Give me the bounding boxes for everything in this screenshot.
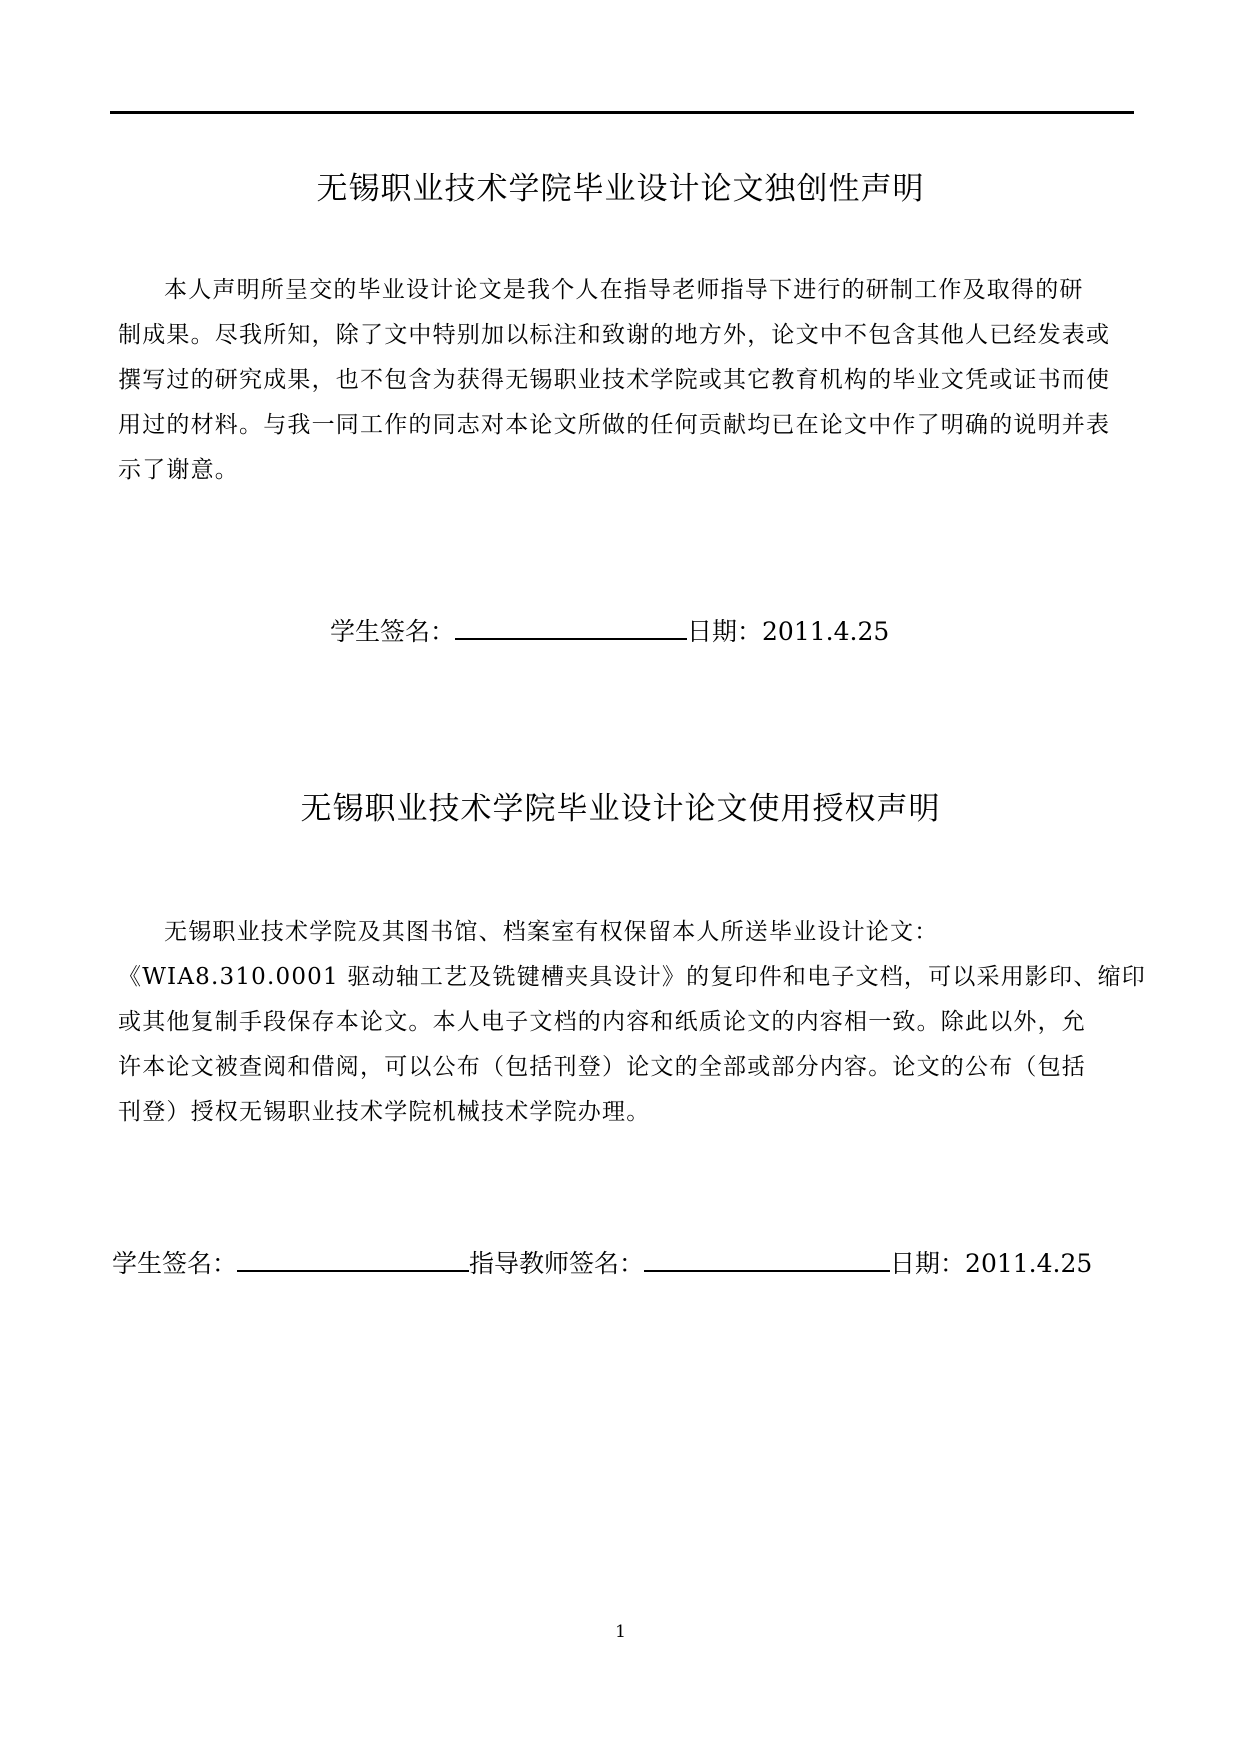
student-sign-label: 学生签名： — [330, 617, 456, 646]
body-line: 撰写过的研究成果，也不包含为获得无锡职业技术学院或其它教育机构的毕业文凭或证书而使 — [118, 367, 1111, 393]
student-sign-label: 学生签名： — [112, 1249, 238, 1278]
date-label: 日期： — [687, 617, 763, 646]
originality-statement-body — [118, 268, 1138, 493]
body-line: 许本论文被查阅和借阅，可以公布（包括刊登）论文的全部或部分内容。论文的公布（包括 — [118, 1054, 1086, 1080]
authorization-statement-title: 无锡职业技术学院毕业设计论文使用授权声明 — [300, 791, 941, 827]
student-signature-blank — [237, 1246, 469, 1272]
header-rule — [110, 111, 1134, 114]
teacher-sign-label: 指导教师签名： — [469, 1249, 645, 1278]
date-value: 2011.4.25 — [762, 617, 890, 646]
body-line: 刊登）授权无锡职业技术学院机械技术学院办理。 — [118, 1099, 651, 1125]
body-line: 《WIA8.310.0001 驱动轴工艺及铣键槽夹具设计》的复印件和电子文档，可以采用影印、缩印 — [118, 964, 1146, 990]
page-number: 1 — [615, 1622, 626, 1642]
originality-statement-title: 无锡职业技术学院毕业设计论文独创性声明 — [316, 171, 925, 207]
date-label: 日期： — [890, 1249, 966, 1278]
body-line: 示了谢意。 — [118, 457, 239, 483]
teacher-signature-blank — [644, 1246, 890, 1272]
originality-signature-row — [330, 612, 889, 648]
body-line: 或其他复制手段保存本论文。本人电子文档的内容和纸质论文的内容相一致。除此以外，允 — [118, 1009, 1086, 1035]
body-line: 无锡职业技术学院及其图书馆、档案室有权保留本人所送毕业设计论文： — [164, 919, 939, 945]
body-line: 本人声明所呈交的毕业设计论文是我个人在指导老师指导下进行的研制工作及取得的研 — [164, 277, 1084, 303]
authorization-signature-row — [112, 1244, 1092, 1280]
authorization-statement-body — [118, 910, 1146, 1135]
date-value: 2011.4.25 — [965, 1249, 1093, 1278]
body-line: 用过的材料。与我一同工作的同志对本论文所做的任何贡献均已在论文中作了明确的说明并表 — [118, 412, 1111, 438]
body-line: 制成果。尽我所知，除了文中特别加以标注和致谢的地方外，论文中不包含其他人已经发表或 — [118, 322, 1111, 348]
student-signature-blank — [455, 614, 687, 640]
